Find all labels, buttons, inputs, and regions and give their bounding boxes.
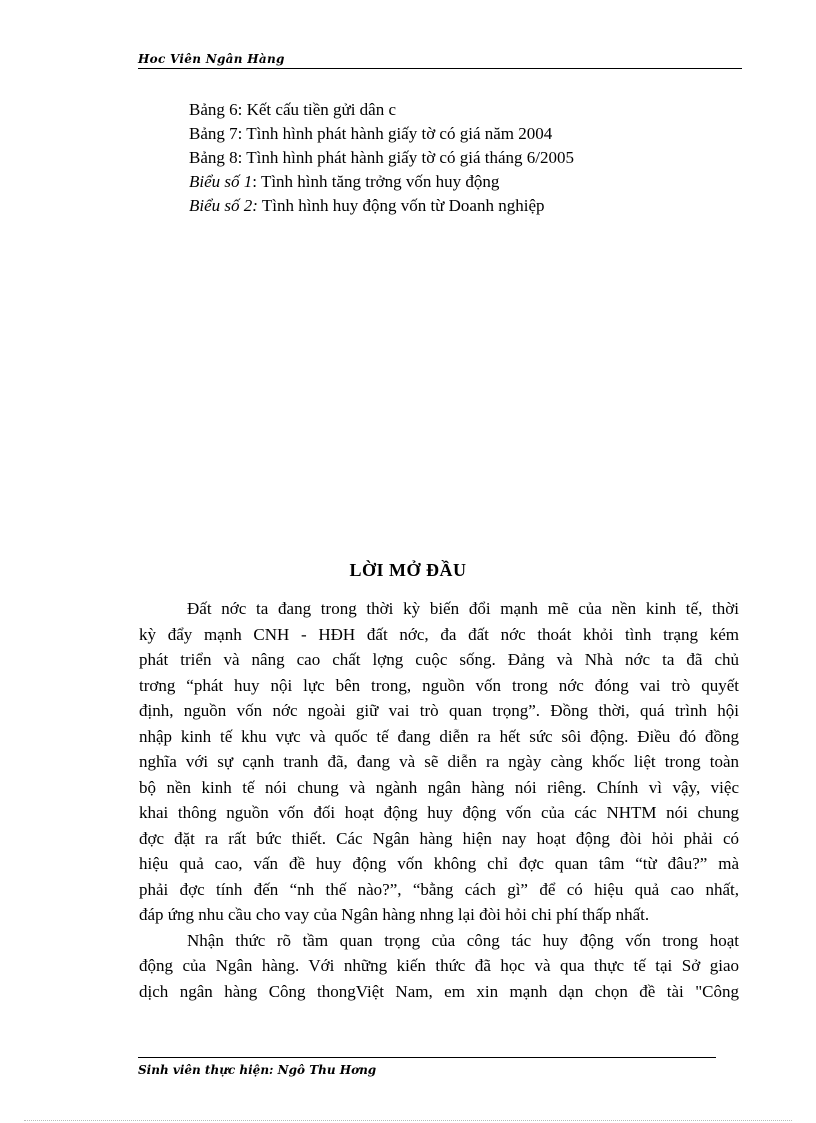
toc-item xyxy=(189,146,689,170)
toc-label: Biểu số 1 xyxy=(189,172,253,191)
toc-item xyxy=(189,170,689,194)
toc-text: Tình hình phát hành giấy tờ có giá tháng 6/2005 xyxy=(242,148,574,167)
text-line: Nhận thức rõ tầm quan trọng của công tác huy động vốn trong hoạt xyxy=(187,930,739,950)
text-line: định, nguồn vốn nớc ngoài giữ vai trò quan trọng”. Đồng thời, quá trình hội xyxy=(139,701,739,720)
page-header xyxy=(138,50,742,69)
toc-text: Tình hình huy động vốn từ Doanh nghiệp xyxy=(257,196,545,215)
text-line: nghĩa với sự cạnh tranh đã, đang và sẽ diễn ra ngày càng khốc liệt trong toàn xyxy=(139,752,739,771)
text-line: Đất nớc ta đang trong thời kỳ biến đổi mạnh mẽ của nền kinh tế, thời xyxy=(187,599,739,618)
page-edge-divider xyxy=(24,1120,792,1121)
text-line: bộ nền kinh tế nói chung và ngành ngân hàng nói riêng. Chính vì vậy, việc xyxy=(139,777,739,797)
text-line: kỳ đẩy mạnh CNH - HĐH đất nớc, đa đất nớc thoát khỏi tình trạng kém xyxy=(139,624,739,644)
text-line: khai thông nguồn vốn đối hoạt động huy động vốn của các NHTM nói chung xyxy=(139,803,739,822)
text-line: động của Ngân hàng. Với những kiến thức đã học và qua thực tế tại Sở giao xyxy=(139,956,739,975)
toc-text: Tình hình phát hành giấy tờ có giá năm 2004 xyxy=(242,124,553,143)
toc-item xyxy=(189,98,689,122)
paragraph xyxy=(139,596,739,928)
body-text xyxy=(139,596,739,1004)
text-line: dịch ngân hàng Công thongViệt Nam, em xin mạnh dạn chọn đề tài "Công xyxy=(139,981,739,1001)
text-line: đợc đặt ra rất bức thiết. Các Ngân hàng hiện nay hoạt động đòi hỏi phải có xyxy=(139,828,739,848)
toc-label: Bảng 6: xyxy=(189,100,243,119)
text-line: trơng “phát huy nội lực bên trong, nguồn vốn trong nớc đóng vai trò quyết xyxy=(139,675,739,695)
text-line: hiệu quả cao, vấn đề huy động vốn không chỉ đợc quan tâm “từ đâu?” mà xyxy=(139,854,739,873)
toc-text: Kết cấu tiền gửi dân c xyxy=(242,100,397,119)
text-line: phải đợc tính đến “nh thế nào?”, “bằng cách gì” để có hiệu quả cao nhất, xyxy=(139,879,739,899)
paragraph xyxy=(139,928,739,1005)
toc-label: Biểu số 2: xyxy=(189,196,258,215)
toc-item xyxy=(189,122,689,146)
footer-divider xyxy=(138,1057,716,1058)
section-title: LỜI MỞ ĐẦU xyxy=(349,560,467,580)
table-of-contents xyxy=(189,98,689,218)
header-text: Hoc Viên Ngân Hàng xyxy=(138,52,285,66)
text-line: đáp ứng nhu cầu cho vay của Ngân hàng nhng lại đòi hỏi chi phí thấp nhất. xyxy=(139,905,650,924)
toc-label: Bảng 7: xyxy=(189,124,243,143)
text-line: nhập kinh tế khu vực và quốc tế đang diễn ra hết sức sôi động. Điều đó đồng xyxy=(139,726,739,746)
text-line: phát triển và nâng cao chất lợng cuộc sống. Đảng và Nhà nớc ta đã chủ xyxy=(139,650,739,669)
page-footer: Sinh viên thực hiện: Ngô Thu Hơng xyxy=(138,1063,377,1077)
toc-item xyxy=(189,194,689,218)
toc-text: : Tình hình tăng trởng vốn huy động xyxy=(252,172,500,191)
toc-label: Bảng 8: xyxy=(189,148,243,167)
